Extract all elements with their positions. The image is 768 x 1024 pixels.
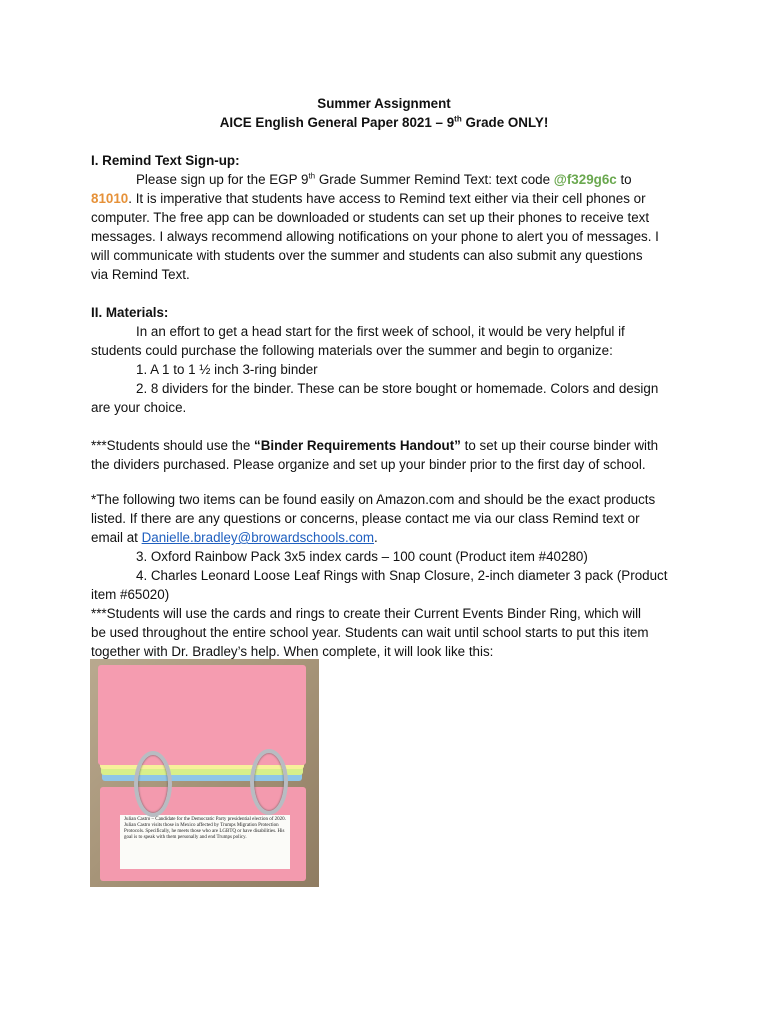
binder-note-line1 — [91, 436, 658, 455]
s1-text-mid: Grade Summer Remind Text: text code — [315, 172, 554, 187]
current-event-label: Julian Castro – Candidate for the Democratic Party presidential election of 2020. Julian Castro visits those in Mexico affected by Trumps Migration Protection Protocols. Specifically, he meets those who are LGBTQ or have disabilities. His goal is to speak with them personally and end Trumps policy. — [120, 815, 290, 869]
materials-item-3: 3. Oxford Rainbow Pack 3x5 index cards – 100 count (Product item #40280) — [136, 549, 588, 564]
ring-note-line3: together with Dr. Bradley’s help. When complete, it will look like this: — [91, 644, 494, 659]
binder-note-line2: the dividers purchased. Please organize and set up your binder prior to the first day of school. — [91, 457, 646, 472]
doc-subtitle — [0, 113, 768, 132]
email-prefix: email at — [91, 530, 142, 545]
materials-item-1: 1. A 1 to 1 ½ inch 3-ring binder — [136, 362, 318, 377]
doc-title: Summer Assignment — [317, 96, 451, 111]
section1-line2 — [91, 189, 646, 208]
section1-line4: messages. I always recommend allowing notifications on your phone to alert you of messages. I — [91, 229, 659, 244]
section2-line2: students could purchase the following materials over the summer and begin to organize: — [91, 343, 613, 358]
materials-item-2-cont: are your choice. — [91, 400, 187, 415]
email-link[interactable]: Danielle.bradley@browardschools.com — [141, 530, 375, 545]
section1-line5: will communicate with students over the summer and students can also submit any questions — [91, 248, 643, 263]
subtitle-text-end: Grade ONLY! — [461, 115, 549, 130]
subtitle-text: AICE English General Paper 8021 – 9 — [219, 115, 455, 130]
amazon-note-line2: listed. If there are any questions or concerns, please contact me via our class Remind text or — [91, 511, 640, 526]
s1-text-to: to — [616, 172, 632, 187]
right-binder-ring — [250, 749, 288, 815]
section1-line6: via Remind Text. — [91, 267, 190, 282]
index-card-ring-photo — [90, 659, 319, 887]
amazon-note-line1: *The following two items can be found easily on Amazon.com and should be the exact products — [91, 492, 656, 507]
amazon-note-line3 — [91, 528, 378, 547]
subtitle-sup: th — [454, 114, 462, 124]
binder-note-text-end: to set up their course binder with — [460, 438, 659, 453]
ring-note-line1: ***Students will use the cards and rings to create their Current Events Binder Ring, which will — [91, 606, 642, 621]
s1-sup: th — [308, 171, 316, 181]
ring-note-line2: be used throughout the entire school year. Students can wait until school starts to put this item — [91, 625, 649, 640]
section1-line1 — [136, 170, 632, 189]
section2-line1: In an effort to get a head start for the first week of school, it would be very helpful if — [136, 324, 625, 339]
remind-code: @f329g6c — [553, 172, 617, 187]
email-suffix: . — [374, 530, 378, 545]
left-binder-ring — [134, 751, 172, 817]
s1-text: Please sign up for the EGP 9 — [136, 172, 309, 187]
section2-heading: II. Materials: — [91, 305, 169, 320]
section1-heading: I. Remind Text Sign-up: — [91, 153, 240, 168]
binder-note-text: ***Students should use the — [91, 438, 255, 453]
binder-handout-title: “Binder Requirements Handout” — [254, 438, 461, 453]
materials-item-4: 4. Charles Leonard Loose Leaf Rings with Snap Closure, 2-inch diameter 3 pack (Product — [136, 568, 668, 583]
s1-line2-text: . It is imperative that students have access to Remind text either via their cell phones or — [128, 191, 646, 206]
remind-number: 81010 — [91, 191, 129, 206]
materials-item-2: 2. 8 dividers for the binder. These can be store bought or homemade. Colors and design — [136, 381, 659, 396]
materials-item-4-cont: item #65020) — [91, 587, 170, 602]
section1-line3: computer. The free app can be downloaded or students can set up their phones to receive text — [91, 210, 650, 225]
